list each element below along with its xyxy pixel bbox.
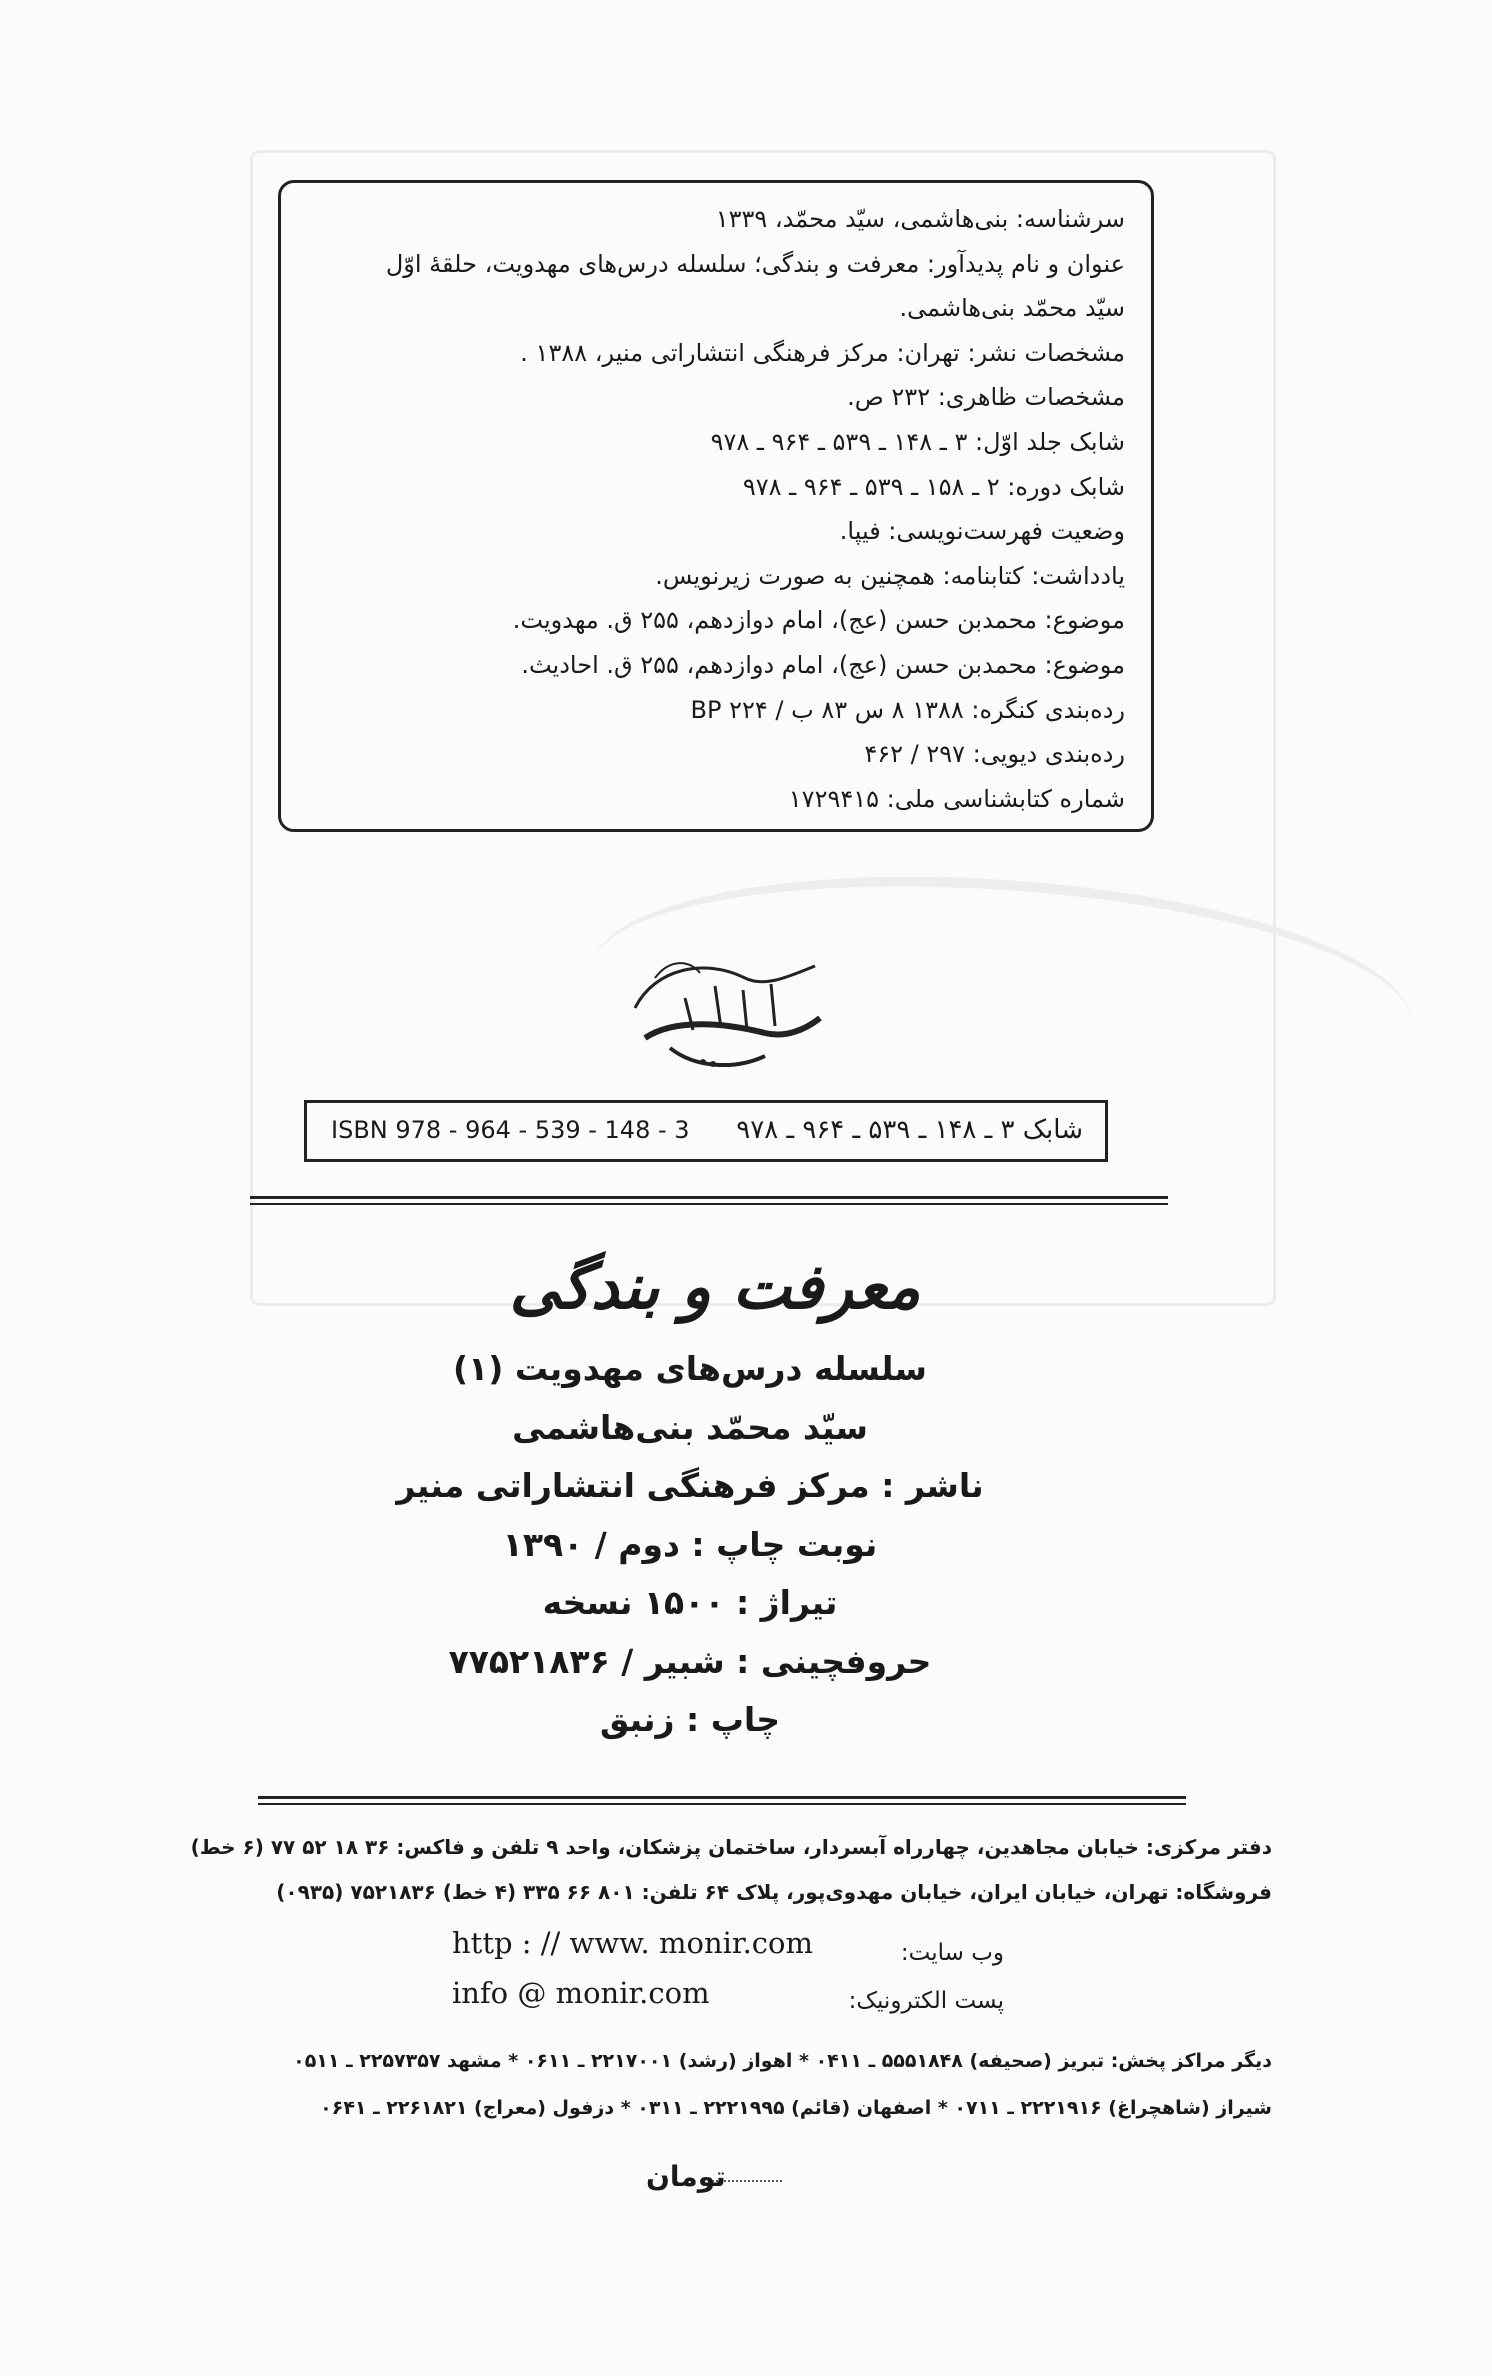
isbn-box — [304, 1100, 1108, 1162]
distribution-centers-2: شیراز (شاهچراغ) ۲۲۲۱۹۱۶ ـ ۰۷۱۱ * اصفهان (قائم) ۲۲۲۱۹۹۵ ـ ۰۳۱۱ * دزفول (معراج) ۲۲۶۱۸۲۱ ـ ۰۶۴۱ — [320, 2097, 1272, 2119]
cip-line: رده‌بندی کنگره: ۱۳۸۸ ۸ س ۸۳ ب / ۲۲۴ BP — [690, 695, 1125, 724]
store-address: فروشگاه: تهران، خیابان ایران، خیابان مهدوی‌پور، پلاک ۶۴ تلفن: ۸۰۱ ۶۶ ۳۳۵ (۴ خط) ۷۵۲۱۸۳۶ (۰۹۳۵) — [276, 1880, 1272, 1904]
email-link[interactable]: info @ monir.com — [452, 1976, 710, 2010]
website-link[interactable]: http : // www. monir.com — [452, 1926, 813, 1960]
cip-line: شابک جلد اوّل: ۳ ـ ۱۴۸ ـ ۵۳۹ ـ ۹۶۴ ـ ۹۷۸ — [710, 427, 1125, 456]
series-line: سلسله درس‌های مهدویت (۱) — [453, 1349, 927, 1388]
typesetting-line: حروفچینی : شبیر / ۷۷۵۲۱۸۳۶ — [448, 1641, 932, 1681]
cip-line: موضوع: محمدبن حسن (عج)، امام دوازدهم، ۲۵۵ ق. احادیث. — [521, 650, 1125, 679]
book-credits — [380, 1340, 1000, 1750]
cataloging-box — [278, 180, 1154, 832]
divider-top — [250, 1196, 1168, 1205]
author-line: سیّد محمّد بنی‌هاشمی — [512, 1407, 868, 1447]
isbn-latin: ISBN 978 - 964 - 539 - 148 - 3 — [331, 1116, 690, 1144]
cip-line: شماره کتابشناسی ملی: ۱۷۲۹۴۱۵ — [788, 784, 1125, 813]
cip-line: سیّد محمّد بنی‌هاشمی. — [899, 294, 1125, 323]
cip-line: وضعیت فهرست‌نویسی: فیپا. — [839, 517, 1125, 546]
cip-line: رده‌بندی دیویی: ۲۹۷ / ۴۶۲ — [864, 740, 1125, 769]
email-label: پست الکترونیک: — [848, 1988, 1004, 2014]
cip-line: مشخصات ظاهری: ۲۳۲ ص. — [847, 383, 1125, 412]
cip-line: سرشناسه: بنی‌هاشمی، سیّد محمّد، ۱۳۳۹ — [715, 205, 1125, 233]
office-address: دفتر مرکزی: خیابان مجاهدین، چهارراه آبسردار، ساختمان پزشکان، واحد ۹ تلفن و فاکس: ۳۶ ۱۸ ۵۲ ۷۷ (۶ خط) — [190, 1835, 1272, 1859]
cip-line: یادداشت: کتابنامه: همچنین به صورت زیرنویس. — [655, 561, 1125, 590]
cip-line: مشخصات نشر: تهران: مرکز فرهنگی انتشاراتی منیر، ۱۳۸۸ . — [520, 338, 1125, 367]
print-run-line: تیراژ : ۱۵۰۰ نسخه — [542, 1583, 838, 1622]
publisher-logo — [615, 938, 835, 1078]
price-label: تومان — [646, 2160, 726, 2193]
book-title: معرفت و بندگی — [509, 1250, 921, 1323]
distribution-centers-1: دیگر مراکز پخش: تبریز (صحیفه) ۵۵۵۱۸۴۸ ـ ۰۴۱۱ * اهواز (رشد) ۲۲۱۷۰۰۱ ـ ۰۶۱۱ * مشهد ۲۲۵۷۳۵۷ ـ ۰۵۱۱ — [293, 2050, 1272, 2072]
printing-line: چاپ : زنبق — [599, 1700, 781, 1739]
cip-line: موضوع: محمدبن حسن (عج)، امام دوازدهم، ۲۵۵ ق. مهدویت. — [512, 606, 1125, 635]
publisher-line: ناشر : مرکز فرهنگی انتشاراتی منیر — [396, 1466, 984, 1505]
divider-bottom — [258, 1796, 1186, 1805]
isbn-persian: شابک ۳ ـ ۱۴۸ ـ ۵۳۹ ـ ۹۶۴ ـ ۹۷۸ — [736, 1115, 1083, 1145]
cip-line: شابک دوره: ۲ ـ ۱۵۸ ـ ۵۳۹ ـ ۹۶۴ ـ ۹۷۸ — [742, 472, 1125, 501]
cip-line: عنوان و نام پدیدآور: معرفت و بندگی؛ سلسله درس‌های مهدویت، حلقهٔ اوّل — [385, 249, 1125, 278]
website-label: وب سایت: — [900, 1940, 1004, 1966]
edition-line: نوبت چاپ : دوم / ۱۳۹۰ — [502, 1524, 878, 1564]
